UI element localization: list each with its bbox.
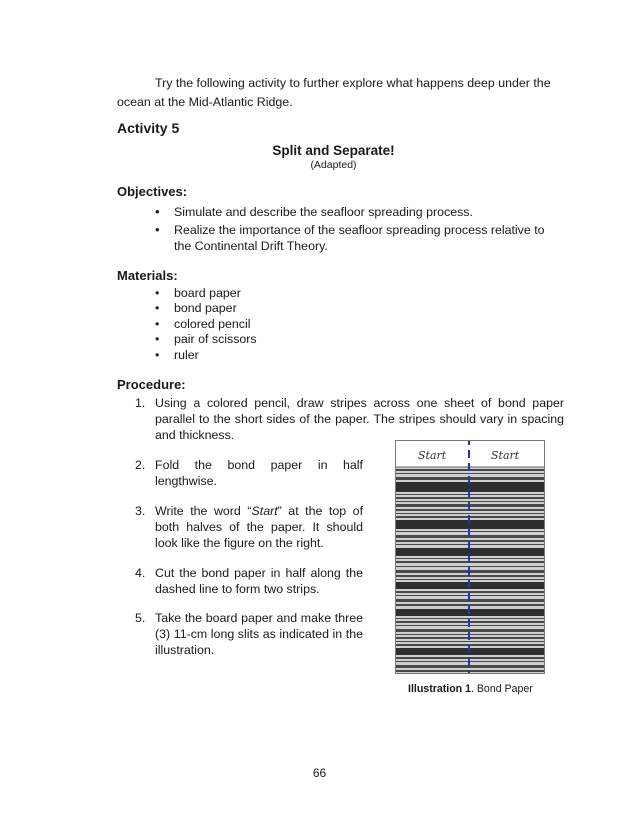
paper-stripe bbox=[396, 604, 544, 606]
step-text: Using a colored pencil, draw stripes across one sheet of bond paper parallel to the short sides of the paper. The stripes should vary in spacing and thickness. bbox=[155, 396, 564, 442]
step-text-emphasis: Start bbox=[251, 504, 278, 518]
start-label-left: Start bbox=[418, 449, 447, 462]
material-item: • bond paper bbox=[154, 301, 257, 316]
striped-paper-graphic bbox=[396, 441, 544, 673]
illustration-caption bbox=[408, 683, 533, 695]
material-item: • colored pencil bbox=[154, 317, 257, 332]
step-text: Fold the bond paper in half lengthwise. bbox=[155, 458, 363, 488]
paper-stripe bbox=[396, 618, 544, 619]
paper-stripe bbox=[396, 566, 544, 567]
material-item: • ruler bbox=[154, 348, 257, 363]
step-number: 2. bbox=[135, 458, 146, 472]
objectives-list bbox=[155, 204, 563, 256]
paper-stripe bbox=[396, 579, 544, 580]
page-number: 66 bbox=[312, 766, 327, 780]
bond-paper-illustration bbox=[395, 440, 545, 674]
objective-item: • Simulate and describe the seafloor spreading process. bbox=[155, 204, 563, 220]
step-number: 1. bbox=[135, 396, 146, 410]
caption-text: . Bond Paper bbox=[470, 683, 533, 695]
step-text bbox=[155, 503, 363, 551]
intro-paragraph: Try the following activity to further explore what happens deep under the ocean at the Mid-Atlantic Ridge. bbox=[117, 76, 551, 109]
step-number: 5. bbox=[135, 611, 146, 625]
activity-title: Activity 5 bbox=[117, 120, 180, 136]
paper-stripe bbox=[396, 501, 544, 502]
step-text: Cut the bond paper in half along the dashed line to form two strips. bbox=[155, 566, 363, 596]
objective-item: • Realize the importance of the seafloor spreading process relative to the Continental Drift Theory. bbox=[155, 222, 563, 254]
paper-stripe bbox=[396, 473, 544, 474]
paper-stripe bbox=[396, 575, 544, 577]
step-number: 3. bbox=[135, 504, 146, 518]
materials-heading: Materials: bbox=[117, 268, 178, 283]
paper-stripe bbox=[396, 641, 544, 642]
paper-stripe bbox=[396, 591, 544, 593]
activity-name: Split and Separate! bbox=[272, 143, 395, 158]
material-item: • pair of scissors bbox=[154, 332, 257, 347]
step-text-part: ” at the top of both halves of the paper. It should look like the figure on the right. bbox=[155, 504, 364, 550]
caption-label: Illustration 1 bbox=[408, 683, 471, 695]
materials-list bbox=[154, 286, 257, 363]
step-text-part: Write the word “ bbox=[155, 504, 252, 518]
objectives-heading: Objectives: bbox=[117, 184, 188, 199]
activity-note: (Adapted) bbox=[310, 159, 357, 171]
paper-stripe bbox=[396, 629, 544, 632]
paper-stripe bbox=[396, 497, 544, 499]
paper-stripe bbox=[396, 513, 544, 514]
step-text: Take the board paper and make three (3) 11-cm long slits as indicated in the illustration. bbox=[155, 611, 363, 657]
start-label-right: Start bbox=[491, 449, 520, 462]
material-item: • board paper bbox=[154, 286, 257, 301]
step-number: 4. bbox=[135, 566, 146, 580]
procedure-heading: Procedure: bbox=[117, 377, 186, 392]
